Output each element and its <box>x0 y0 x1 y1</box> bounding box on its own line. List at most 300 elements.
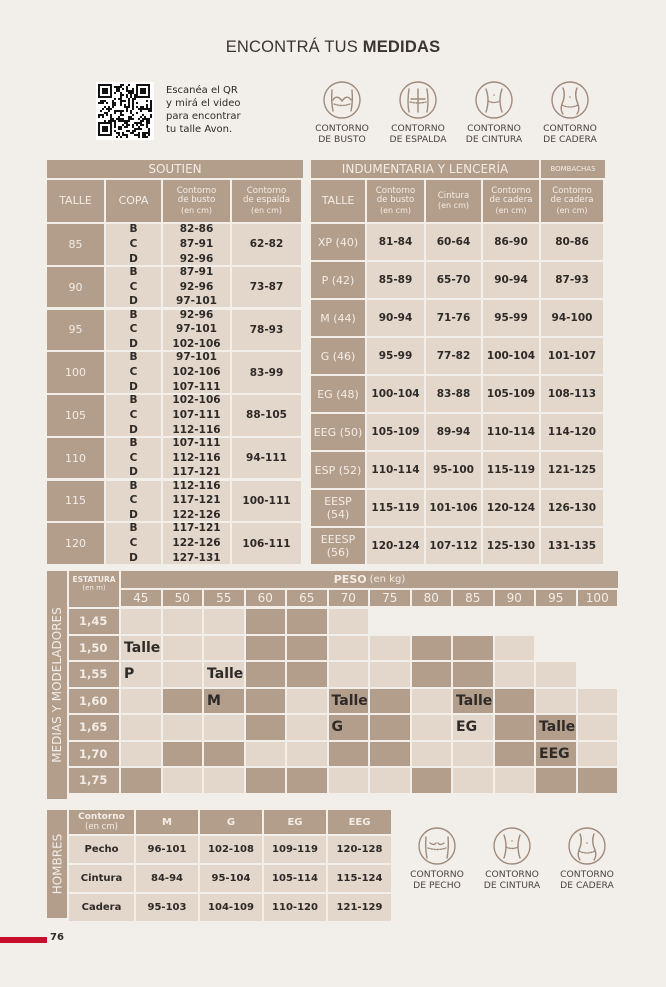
size-grid-cell <box>246 689 286 714</box>
indumentaria-title <box>311 160 539 178</box>
busto-value: 82-86 <box>179 224 214 235</box>
size-grid-cell <box>412 715 452 740</box>
size-header-text: EG <box>287 816 303 828</box>
caption-line: DE CINTURA <box>483 879 541 891</box>
soutien-talle <box>47 395 104 436</box>
talle-line: EESP <box>324 495 352 508</box>
header-line: Contorno <box>552 186 592 197</box>
talle-value: 95 <box>68 323 83 337</box>
busto-value: 105-109 <box>371 426 420 438</box>
indumentaria-busto <box>367 376 424 412</box>
talle-value: 120 <box>65 537 86 550</box>
size-grid-cell <box>536 689 576 714</box>
hombres-value <box>328 836 391 863</box>
bombacha-value: 87-93 <box>555 274 589 286</box>
busto-value: 107-111 <box>172 380 221 393</box>
hombres-value <box>200 865 262 892</box>
soutien-espalda <box>232 481 301 522</box>
indumentaria-talle <box>311 490 365 526</box>
size-grid-cell <box>412 636 452 661</box>
copa-value: C <box>129 494 138 507</box>
size-label: Talle <box>331 692 368 709</box>
caption-line: CONTORNO <box>543 123 597 134</box>
page-accent-bar <box>0 937 47 943</box>
size-grid-cell <box>370 768 410 793</box>
soutien-espalda <box>232 523 301 564</box>
header-line: de cadera <box>489 195 533 206</box>
espalda-value: 100-111 <box>242 494 291 507</box>
peso-value: 100 <box>585 591 609 605</box>
size-grid-cell <box>204 636 244 661</box>
estatura-unit: (en m) <box>82 584 106 592</box>
indumentaria-cadera <box>483 376 539 412</box>
estatura-value: 1,45 <box>79 614 108 629</box>
busto-value: 110-114 <box>371 464 420 476</box>
bombacha-value: 131-135 <box>547 540 597 552</box>
soutien-talle <box>47 310 104 351</box>
caption-line: CONTORNO <box>410 869 464 880</box>
size-grid-cell <box>204 715 244 740</box>
size-label: P <box>124 666 135 682</box>
soutien-header <box>106 180 161 222</box>
peso-value: 55 <box>216 591 232 605</box>
peso-value: 85 <box>465 591 481 605</box>
peso-value: 75 <box>382 591 398 605</box>
soutien-espalda <box>232 267 301 308</box>
talle-value: 90 <box>68 280 83 294</box>
contorno-header <box>69 810 134 834</box>
talle-line: (56) <box>326 546 350 559</box>
busto-value: 97-101 <box>176 352 217 364</box>
estatura-row-label <box>69 662 119 687</box>
copa-value: B <box>129 224 138 235</box>
estatura-row-label <box>69 742 119 767</box>
estatura-row-label <box>69 636 119 661</box>
peso-value: 70 <box>340 591 356 605</box>
cintura-value: 89-94 <box>436 426 471 438</box>
soutien-busto <box>163 224 230 265</box>
espalda-value: 106-111 <box>242 537 291 550</box>
soutien-header <box>47 180 104 222</box>
soutien-talle <box>47 267 104 308</box>
busto-value: 85-89 <box>378 274 413 286</box>
peso-col-header <box>412 590 452 606</box>
size-grid-cell <box>287 768 327 793</box>
espalda-value: 88-105 <box>246 409 287 422</box>
header-line: de espalda <box>242 195 291 206</box>
body-cintura-icon <box>474 80 514 120</box>
soutien-busto <box>163 267 230 308</box>
size-grid-cell <box>453 768 493 793</box>
caption-line: DE CADERA <box>543 133 597 145</box>
talle-value: EG (48) <box>317 387 359 401</box>
copa-value: B <box>129 523 138 535</box>
peso-header <box>121 571 618 588</box>
cadera-value: 100-104 <box>486 350 536 362</box>
peso-col-header <box>246 590 286 606</box>
qr-line: Escanéa el QR <box>166 85 238 96</box>
indumentaria-cintura <box>426 376 481 412</box>
peso-value: 90 <box>506 591 522 605</box>
header-line: de busto <box>376 195 415 206</box>
indumentaria-bombacha <box>541 528 603 564</box>
size-grid-cell <box>412 689 452 714</box>
size-grid-cell <box>370 662 410 687</box>
medias-side-label <box>47 571 67 799</box>
caption-line: DE PECHO <box>413 879 461 891</box>
title-bold: MEDIDAS <box>362 38 441 56</box>
busto-value: 112-116 <box>172 480 221 492</box>
header-line: de busto <box>177 195 216 206</box>
header-unit: (en cm) <box>251 205 282 215</box>
peso-value: 60 <box>257 591 273 605</box>
size-grid-cell <box>163 689 203 714</box>
header-unit: (en cm) <box>438 201 469 210</box>
size-grid-cell <box>370 636 410 661</box>
copa-value: D <box>129 338 138 350</box>
hombres-value <box>328 894 391 921</box>
side-label-text: HOMBRES <box>50 833 64 895</box>
busto-value: 97-101 <box>176 323 217 336</box>
indumentaria-cadera <box>483 490 539 526</box>
estatura-value: 1,60 <box>79 693 108 708</box>
size-grid-cell <box>495 715 535 740</box>
busto-value: 97-101 <box>176 295 217 308</box>
indumentaria-bombacha <box>541 262 603 298</box>
indumentaria-talle <box>311 224 365 260</box>
size-grid-cell <box>163 768 203 793</box>
size-grid-cell <box>453 662 493 687</box>
hombres-row-label <box>69 865 134 892</box>
indumentaria-cadera <box>483 452 539 488</box>
busto-value: 112-116 <box>172 423 221 436</box>
cintura-value: 71-76 <box>436 312 471 324</box>
size-grid-cell <box>412 768 452 793</box>
busto-value: 95-99 <box>378 350 413 362</box>
size-grid-cell <box>163 636 203 661</box>
caption-line: CONTORNO <box>560 869 614 880</box>
indumentaria-bombacha <box>541 300 603 336</box>
indumentaria-header <box>483 180 539 222</box>
indumentaria-header <box>541 180 603 222</box>
indumentaria-bombacha <box>541 338 603 374</box>
size-grid-cell <box>453 742 493 767</box>
indumentaria-busto <box>367 414 424 450</box>
talle-value: M (44) <box>320 311 356 325</box>
header-line: de cadera <box>550 195 594 206</box>
indumentaria-talle <box>311 528 365 564</box>
indumentaria-talle <box>311 452 365 488</box>
indumentaria-cintura <box>426 452 481 488</box>
icon-caption <box>399 870 475 891</box>
peso-col-header <box>495 590 535 606</box>
size-grid-cell <box>495 742 535 767</box>
size-grid-cell <box>287 715 327 740</box>
header-line: Cintura <box>437 190 470 201</box>
cadera-value: 125-130 <box>486 540 536 552</box>
size-grid-cell <box>246 768 286 793</box>
indumentaria-cadera <box>483 338 539 374</box>
copa-value: C <box>129 451 138 464</box>
cintura-value: 101-106 <box>429 502 478 514</box>
busto-value: 122-126 <box>172 537 221 549</box>
icon-caption <box>474 870 550 891</box>
bombacha-value: 126-130 <box>547 502 597 514</box>
busto-value: 92-96 <box>179 309 214 321</box>
peso-unit: (en kg) <box>369 574 406 585</box>
indumentaria-cintura <box>426 414 481 450</box>
row-label-text: Cadera <box>81 902 122 913</box>
cintura-value: 95-100 <box>433 464 474 476</box>
busto-value: 102-106 <box>172 366 221 378</box>
icon-caption <box>304 124 380 145</box>
contorno-unit: (en cm) <box>85 822 118 832</box>
qr-line: tu talle Avon. <box>166 124 233 135</box>
indumentaria-talle <box>311 376 365 412</box>
size-grid-cell <box>163 609 203 634</box>
indumentaria-cintura <box>426 262 481 298</box>
indumentaria-cintura <box>426 528 481 564</box>
header-text: TALLE <box>321 194 355 208</box>
busto-value: 100-104 <box>371 388 420 400</box>
talle-value: EEG (50) <box>313 425 363 439</box>
cadera-value: 95-99 <box>494 312 528 324</box>
value-text: 96-101 <box>147 844 187 855</box>
soutien-espalda <box>232 352 301 393</box>
size-grid-cell <box>536 768 576 793</box>
header-text: COPA <box>118 194 149 208</box>
header-unit: (en cm) <box>556 205 588 215</box>
soutien-busto <box>163 481 230 522</box>
copa-value: D <box>129 509 138 521</box>
busto-value: 87-91 <box>179 237 214 250</box>
size-grid-cell <box>329 768 369 793</box>
indumentaria-cintura <box>426 300 481 336</box>
size-grid-cell <box>370 742 410 767</box>
estatura-value: 1,55 <box>79 667 108 682</box>
caption-line: DE ESPALDA <box>389 133 447 145</box>
soutien-talle <box>47 352 104 393</box>
busto-value: 115-119 <box>371 502 420 514</box>
indumentaria-header <box>367 180 424 222</box>
size-grid-cell <box>204 742 244 767</box>
size-grid-cell <box>412 662 452 687</box>
indumentaria-cadera <box>483 300 539 336</box>
caption-line: CONTORNO <box>485 869 539 880</box>
size-grid-cell <box>329 742 369 767</box>
size-grid-cell <box>121 609 161 634</box>
soutien-copas <box>106 481 161 522</box>
espalda-value: 62-82 <box>249 238 284 251</box>
peso-col-header <box>121 590 161 606</box>
peso-col-header <box>163 590 203 606</box>
size-grid-cell <box>246 662 286 687</box>
hombres-row-label <box>69 836 134 863</box>
busto-value: 120-124 <box>371 540 420 552</box>
busto-value: 90-94 <box>378 312 413 324</box>
size-grid-cell <box>453 636 493 661</box>
copa-value: B <box>129 395 138 406</box>
contorno-text: Contorno <box>78 812 125 822</box>
soutien-talle <box>47 224 104 265</box>
peso-value: 50 <box>174 591 190 605</box>
peso-title: PESO <box>333 573 367 586</box>
size-grid-cell <box>329 662 369 687</box>
bombacha-value: 121-125 <box>547 464 597 476</box>
soutien-title <box>47 160 303 178</box>
talle-value: 100 <box>65 366 86 379</box>
size-grid-cell <box>287 609 327 634</box>
peso-col-header <box>204 590 244 606</box>
size-grid-cell <box>370 715 410 740</box>
hombres-size-header <box>200 810 262 834</box>
size-grid-cell <box>246 742 286 767</box>
size-grid-cell <box>495 689 535 714</box>
indumentaria-cadera <box>483 414 539 450</box>
copa-value: B <box>129 352 138 364</box>
soutien-talle <box>47 481 104 522</box>
value-text: 109-119 <box>272 844 318 855</box>
estatura-value: 1,65 <box>79 720 108 735</box>
size-grid-cell <box>578 742 618 767</box>
soutien-copas <box>106 267 161 308</box>
estatura-value: 1,70 <box>79 746 108 761</box>
caption-line: DE CADERA <box>560 879 614 891</box>
talle-value: G (46) <box>320 349 356 363</box>
size-grid-cell <box>121 689 161 714</box>
soutien-busto <box>163 438 230 479</box>
indumentaria-busto <box>367 262 424 298</box>
value-text: 102-108 <box>208 844 254 855</box>
copa-value: B <box>129 309 138 321</box>
peso-col-header <box>453 590 493 606</box>
peso-col-header <box>329 590 369 606</box>
busto-value: 87-91 <box>179 266 214 278</box>
body-cadera-icon <box>550 80 590 120</box>
busto-value: 112-116 <box>172 451 221 464</box>
caption-line: DE CINTURA <box>465 133 523 145</box>
icon-caption <box>456 124 532 145</box>
cadera-value: 120-124 <box>486 502 536 514</box>
size-grid-cell <box>578 689 618 714</box>
value-text: 115-124 <box>336 873 383 884</box>
busto-value: 81-84 <box>378 236 413 248</box>
size-grid-cell <box>163 715 203 740</box>
peso-col-header <box>287 590 327 606</box>
body-busto-icon <box>322 80 362 120</box>
soutien-espalda <box>232 224 301 265</box>
talle-value: XP (40) <box>317 235 359 249</box>
header-unit: (en cm) <box>380 205 411 215</box>
soutien-copas <box>106 310 161 351</box>
copa-value: C <box>129 537 138 549</box>
page-number: 76 <box>50 932 64 943</box>
indumentaria-cadera <box>483 224 539 260</box>
size-header-text: M <box>162 816 172 828</box>
talle-line: EEESP <box>320 533 356 546</box>
talle-value: 85 <box>68 237 83 251</box>
value-text: 84-94 <box>151 873 183 884</box>
soutien-header <box>163 180 230 222</box>
bombacha-value: 101-107 <box>547 350 597 362</box>
body-espalda-icon <box>398 80 438 120</box>
busto-value: 92-96 <box>179 280 214 293</box>
caption-line: DE BUSTO <box>318 133 366 145</box>
size-grid-cell <box>495 636 535 661</box>
size-label: G <box>331 719 343 735</box>
soutien-busto <box>163 310 230 351</box>
cintura-value: 83-88 <box>436 388 471 400</box>
hombres-size-header <box>264 810 326 834</box>
cintura-value: 77-82 <box>436 350 471 362</box>
indumentaria-bombacha <box>541 414 603 450</box>
soutien-espalda <box>232 310 301 351</box>
talle-value: 115 <box>65 494 86 508</box>
peso-value: 95 <box>548 591 564 605</box>
qr-code-icon[interactable] <box>96 82 154 140</box>
row-label-text: Pecho <box>84 844 119 855</box>
bombacha-value: 114-120 <box>547 426 597 438</box>
peso-col-header <box>370 590 410 606</box>
size-grid-cell <box>287 742 327 767</box>
copa-value: B <box>129 437 138 449</box>
cadera-value: 110-114 <box>486 426 536 438</box>
soutien-busto <box>163 523 230 564</box>
value-text: 104-109 <box>208 902 254 913</box>
header-line: Contorno <box>491 186 531 197</box>
copa-value: C <box>129 408 138 421</box>
size-grid-cell <box>163 662 203 687</box>
icon-caption <box>380 124 456 145</box>
soutien-copas <box>106 438 161 479</box>
size-grid-cell <box>329 609 369 634</box>
copa-value: D <box>129 466 138 479</box>
espalda-value: 73-87 <box>249 281 284 293</box>
hombres-side-label <box>47 810 67 918</box>
peso-value: 80 <box>423 591 439 605</box>
estatura-row-label <box>69 715 119 740</box>
indumentaria-busto <box>367 338 424 374</box>
bombacha-value: 94-100 <box>551 312 593 324</box>
hombres-value <box>136 894 198 921</box>
talle-value: P (42) <box>321 273 355 287</box>
hombres-size-header <box>136 810 198 834</box>
soutien-copas <box>106 352 161 393</box>
bombacha-value: 108-113 <box>547 388 597 400</box>
size-grid-cell <box>204 609 244 634</box>
value-text: 95-104 <box>211 873 251 884</box>
cadera-value: 86-90 <box>494 236 528 248</box>
size-grid-cell <box>121 715 161 740</box>
indumentaria-talle <box>311 300 365 336</box>
soutien-busto <box>163 395 230 436</box>
size-header-text: G <box>226 816 236 828</box>
busto-value: 127-131 <box>172 551 221 564</box>
soutien-copas <box>106 395 161 436</box>
indumentaria-cintura <box>426 224 481 260</box>
copa-value: B <box>129 266 138 278</box>
indumentaria-cadera <box>483 528 539 564</box>
soutien-talle <box>47 438 104 479</box>
soutien-copas <box>106 523 161 564</box>
value-text: 95-103 <box>147 902 187 913</box>
size-grid-cell <box>121 742 161 767</box>
size-label: EEG <box>539 745 570 762</box>
icon-caption <box>549 870 625 891</box>
size-label: Talle <box>456 692 493 709</box>
indumentaria-cadera <box>483 262 539 298</box>
busto-value: 107-111 <box>172 408 221 421</box>
